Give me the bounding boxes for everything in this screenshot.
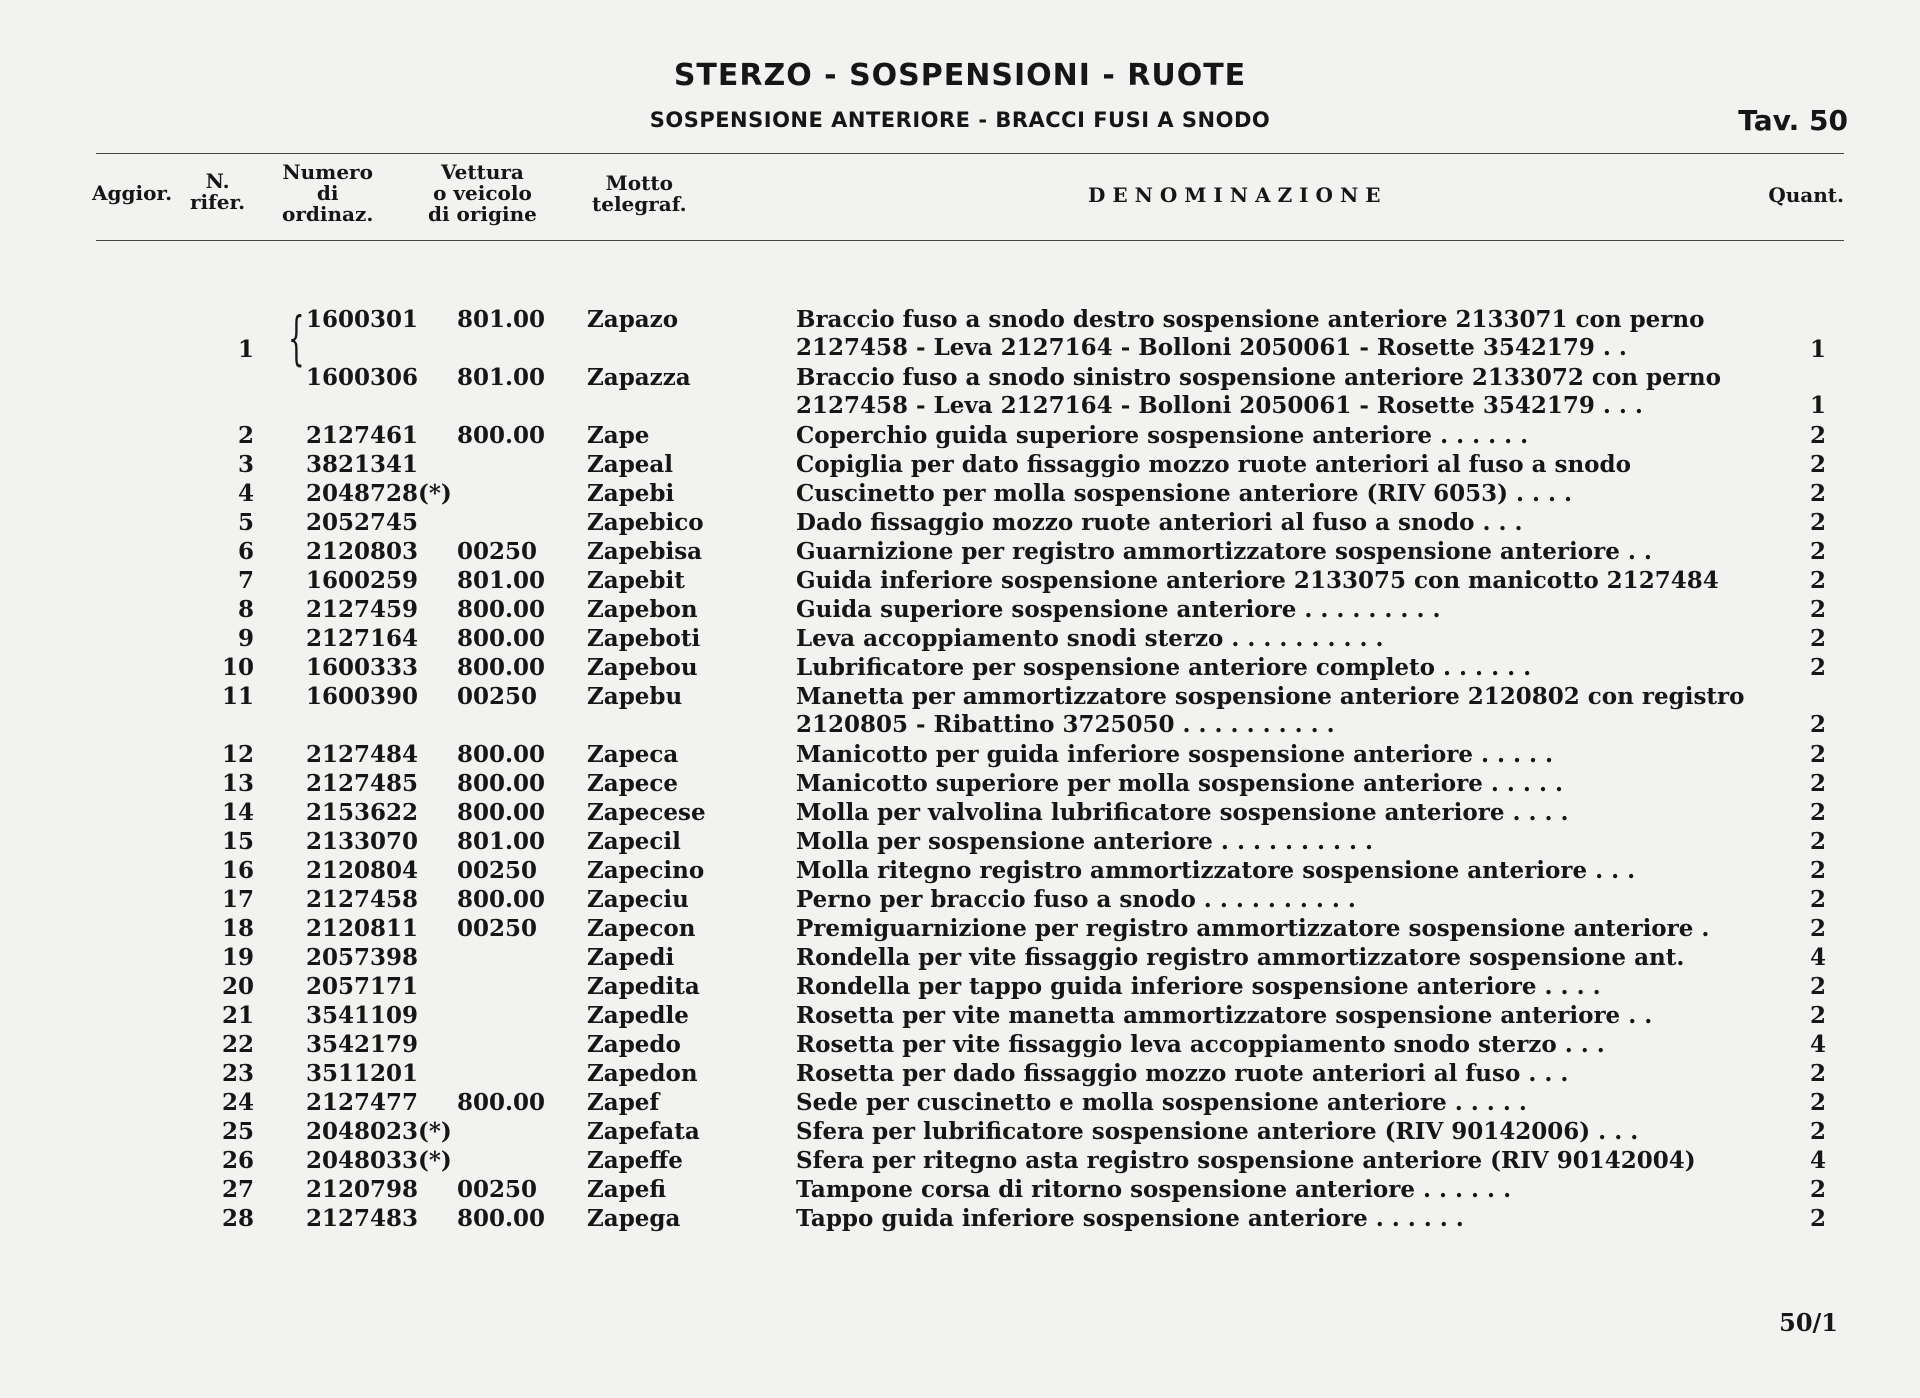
ref-number: 10: [221, 654, 254, 681]
telegraph-code: Zapeffe: [587, 1147, 683, 1174]
part-number: 2120798: [306, 1176, 419, 1203]
quantity: 2: [1809, 1205, 1826, 1232]
quantity: 1: [1809, 392, 1826, 419]
ref-number: 11: [221, 683, 254, 710]
part-number: 2127461: [306, 422, 419, 449]
description: Tampone corsa di ritorno sospensione anteriore . . . . . .: [796, 1176, 1512, 1203]
ref-number: 8: [237, 596, 254, 623]
vehicle-origin: 800.00: [457, 596, 546, 623]
ref-number: 9: [237, 625, 254, 652]
quantity: 2: [1809, 915, 1826, 942]
part-number: 2120803: [306, 538, 419, 565]
ref-number: 12: [221, 741, 254, 768]
telegraph-code: Zapedon: [587, 1060, 698, 1087]
vehicle-origin: 800.00: [457, 1205, 546, 1232]
ref-number: 7: [237, 567, 254, 594]
description: Molla ritegno registro ammortizzatore sospensione anteriore . . .: [796, 857, 1636, 884]
description: Sfera per ritegno asta registro sospensione anteriore (RIV 90142004): [796, 1147, 1696, 1174]
telegraph-code: Zapebou: [587, 654, 698, 681]
description: Molla per sospensione anteriore . . . . . . . . . .: [796, 828, 1374, 855]
description: Rosetta per vite fissaggio leva accoppiamento snodo sterzo . . .: [796, 1031, 1605, 1058]
column-header-denominazione: DENOMINAZIONE: [1088, 183, 1388, 207]
telegraph-code: Zapecese: [587, 799, 706, 826]
vehicle-origin: 800.00: [457, 422, 546, 449]
description: Leva accoppiamento snodi sterzo . . . . . . . . . .: [796, 625, 1384, 652]
description: Tappo guida inferiore sospensione anteriore . . . . . .: [796, 1205, 1464, 1232]
vehicle-origin: 800.00: [457, 625, 546, 652]
description: Rosetta per dado fissaggio mozzo ruote anteriori al fuso . . .: [796, 1060, 1569, 1087]
description: Lubrificatore per sospensione anteriore completo . . . . . .: [796, 654, 1532, 681]
vehicle-origin: 800.00: [457, 770, 546, 797]
telegraph-code: Zapedita: [587, 973, 700, 1000]
description: Guida inferiore sospensione anteriore 2133075 con manicotto 2127484: [796, 567, 1719, 594]
description: Molla per valvolina lubrificatore sospensione anteriore . . . .: [796, 799, 1569, 826]
part-number: 1600259: [306, 567, 419, 594]
telegraph-code: Zape: [587, 422, 650, 449]
vehicle-origin: 800.00: [457, 799, 546, 826]
description: Coperchio guida superiore sospensione anteriore . . . . . .: [796, 422, 1529, 449]
quantity: 2: [1809, 596, 1826, 623]
ref-number: 5: [237, 509, 254, 536]
vehicle-origin: 00250: [457, 915, 538, 942]
telegraph-code: Zapecon: [587, 915, 696, 942]
ref-number: 3: [237, 451, 254, 478]
telegraph-code: Zapazo: [587, 306, 679, 333]
part-number: 3542179: [306, 1031, 419, 1058]
part-number: 3511201: [306, 1060, 419, 1087]
quantity: 4: [1809, 1031, 1826, 1058]
part-number: 2057398: [306, 944, 419, 971]
vehicle-origin: 00250: [457, 683, 538, 710]
vehicle-origin: 800.00: [457, 886, 546, 913]
telegraph-code: Zapece: [587, 770, 679, 797]
telegraph-code: Zapecino: [587, 857, 705, 884]
description: Sfera per lubrificatore sospensione anteriore (RIV 90142006) . . .: [796, 1118, 1639, 1145]
part-number: 2127458: [306, 886, 419, 913]
telegraph-code: Zapebi: [587, 480, 675, 507]
description: Guida superiore sospensione anteriore . . . . . . . . .: [796, 596, 1441, 623]
quantity: 2: [1809, 1176, 1826, 1203]
vehicle-origin: 801.00: [457, 567, 546, 594]
column-header-quant: Quant.: [1768, 183, 1844, 207]
description: Guarnizione per registro ammortizzatore sospensione anteriore . .: [796, 538, 1652, 565]
quantity: 2: [1809, 741, 1826, 768]
quantity: 2: [1809, 451, 1826, 478]
part-number: 2127477: [306, 1089, 419, 1116]
part-number: 2048033(*): [306, 1147, 452, 1174]
telegraph-code: Zapeal: [587, 451, 674, 478]
telegraph-code: Zapeciu: [587, 886, 689, 913]
description: Manicotto superiore per molla sospensione anteriore . . . . .: [796, 770, 1563, 797]
column-header-nrif: N. rifer.: [190, 169, 246, 214]
brace-icon: {: [288, 304, 305, 372]
telegraph-code: Zapecil: [587, 828, 681, 855]
column-header-numero: Numero di ordinaz.: [282, 160, 374, 226]
ref-number: 20: [221, 973, 254, 1000]
ref-number: 1: [237, 336, 254, 363]
part-number: 2120804: [306, 857, 419, 884]
ref-number: 21: [221, 1002, 254, 1029]
ref-number: 26: [221, 1147, 254, 1174]
ref-number: 23: [221, 1060, 254, 1087]
description: Rondella per tappo guida inferiore sospensione anteriore . . . .: [796, 973, 1601, 1000]
vehicle-origin: 800.00: [457, 654, 546, 681]
ref-number: 6: [237, 538, 254, 565]
quantity: 2: [1809, 1002, 1826, 1029]
vehicle-origin: 801.00: [457, 364, 546, 391]
vehicle-origin: 00250: [457, 857, 538, 884]
telegraph-code: Zapeboti: [587, 625, 701, 652]
part-number: 2133070: [306, 828, 419, 855]
telegraph-code: Zapebit: [587, 567, 685, 594]
vehicle-origin: 00250: [457, 538, 538, 565]
quantity: 2: [1809, 1060, 1826, 1087]
table-number: Tav. 50: [1738, 104, 1848, 137]
telegraph-code: Zapefata: [587, 1118, 700, 1145]
quantity: 4: [1809, 1147, 1826, 1174]
part-number: 2052745: [306, 509, 419, 536]
quantity: 2: [1809, 625, 1826, 652]
quantity: 2: [1809, 509, 1826, 536]
description: Manicotto per guida inferiore sospensione anteriore . . . . .: [796, 741, 1554, 768]
telegraph-code: Zapebon: [587, 596, 698, 623]
description: Braccio fuso a snodo destro sospensione anteriore 2133071 con perno 2127458 - Leva 2127164 - Bolloni 2050061 - Rosette 3542179 . .: [796, 306, 1705, 361]
description: Manetta per ammortizzatore sospensione anteriore 2120802 con registro 2120805 - Ribattino 3725050 . . . . . . . . . .: [796, 683, 1745, 738]
quantity: 2: [1809, 422, 1826, 449]
quantity: 2: [1809, 1089, 1826, 1116]
quantity: 2: [1809, 886, 1826, 913]
page-title: STERZO - SOSPENSIONI - RUOTE: [673, 58, 1247, 93]
vehicle-origin: 00250: [457, 1176, 538, 1203]
ref-number: 16: [221, 857, 254, 884]
quantity: 2: [1809, 799, 1826, 826]
ref-number: 13: [221, 770, 254, 797]
ref-number: 27: [221, 1176, 254, 1203]
description: Premiguarnizione per registro ammortizzatore sospensione anteriore .: [796, 915, 1710, 942]
telegraph-code: Zapebisa: [587, 538, 703, 565]
quantity: 2: [1809, 567, 1826, 594]
column-header-vettura: Vettura o veicolo di origine: [428, 160, 537, 226]
part-number: 2127485: [306, 770, 419, 797]
column-header-motto: Motto telegraf.: [592, 171, 687, 216]
description: Copiglia per dato fissaggio mozzo ruote anteriori al fuso a snodo: [796, 451, 1631, 478]
telegraph-code: Zapedi: [587, 944, 675, 971]
description: Dado fissaggio mozzo ruote anteriori al fuso a snodo . . .: [796, 509, 1523, 536]
part-number: 1600390: [306, 683, 419, 710]
ref-number: 18: [221, 915, 254, 942]
telegraph-code: Zapefi: [587, 1176, 667, 1203]
part-number: 2127484: [306, 741, 419, 768]
part-number: 2057171: [306, 973, 419, 1000]
telegraph-code: Zapeca: [587, 741, 679, 768]
telegraph-code: Zapega: [587, 1205, 681, 1232]
telegraph-code: Zapazza: [587, 364, 691, 391]
part-number: 2127164: [306, 625, 419, 652]
part-number: 2048023(*): [306, 1118, 452, 1145]
ref-number: 19: [221, 944, 254, 971]
telegraph-code: Zapebico: [587, 509, 704, 536]
ref-number: 4: [237, 480, 254, 507]
vehicle-origin: 800.00: [457, 741, 546, 768]
description: Perno per braccio fuso a snodo . . . . . . . . . .: [796, 886, 1356, 913]
quantity: 1: [1809, 336, 1826, 363]
quantity: 4: [1809, 944, 1826, 971]
vehicle-origin: 801.00: [457, 828, 546, 855]
part-number: 1600301: [306, 306, 419, 333]
quantity: 2: [1809, 538, 1826, 565]
quantity: 2: [1809, 711, 1826, 738]
ref-number: 15: [221, 828, 254, 855]
telegraph-code: Zapedle: [587, 1002, 689, 1029]
ref-number: 17: [221, 886, 254, 913]
quantity: 2: [1809, 1118, 1826, 1145]
page-subtitle: SOSPENSIONE ANTERIORE - BRACCI FUSI A SNODO: [649, 108, 1271, 132]
quantity: 2: [1809, 770, 1826, 797]
quantity: 2: [1809, 654, 1826, 681]
description: Rondella per vite fissaggio registro ammortizzatore sospensione ant.: [796, 944, 1685, 971]
ref-number: 28: [221, 1205, 254, 1232]
telegraph-code: Zapef: [587, 1089, 660, 1116]
description: Rosetta per vite manetta ammortizzatore sospensione anteriore . .: [796, 1002, 1653, 1029]
part-number: 1600333: [306, 654, 419, 681]
telegraph-code: Zapebu: [587, 683, 683, 710]
part-number: 3821341: [306, 451, 419, 478]
quantity: 2: [1809, 480, 1826, 507]
telegraph-code: Zapedo: [587, 1031, 681, 1058]
part-number: 2048728(*): [306, 480, 452, 507]
part-number: 3541109: [306, 1002, 419, 1029]
description: Sede per cuscinetto e molla sospensione anteriore . . . . .: [796, 1089, 1527, 1116]
part-number: 2127483: [306, 1205, 419, 1232]
ref-number: 2: [237, 422, 254, 449]
quantity: 2: [1809, 973, 1826, 1000]
part-number: 1600306: [306, 364, 419, 391]
part-number: 2127459: [306, 596, 419, 623]
description: Braccio fuso a snodo sinistro sospensione anteriore 2133072 con perno 2127458 - Leva 2127164 - Bolloni 2050061 - Rosette 3542179 . . .: [796, 364, 1721, 419]
quantity: 2: [1809, 828, 1826, 855]
ref-number: 25: [221, 1118, 254, 1145]
column-header-aggior: Aggior.: [92, 181, 173, 205]
ref-number: 14: [221, 799, 254, 826]
description: Cuscinetto per molla sospensione anteriore (RIV 6053) . . . .: [796, 480, 1573, 507]
part-number: 2153622: [306, 799, 419, 826]
page-number: 50/1: [1779, 1308, 1838, 1337]
vehicle-origin: 801.00: [457, 306, 546, 333]
ref-number: 22: [221, 1031, 254, 1058]
part-number: 2120811: [306, 915, 419, 942]
quantity: 2: [1809, 857, 1826, 884]
vehicle-origin: 800.00: [457, 1089, 546, 1116]
ref-number: 24: [221, 1089, 254, 1116]
